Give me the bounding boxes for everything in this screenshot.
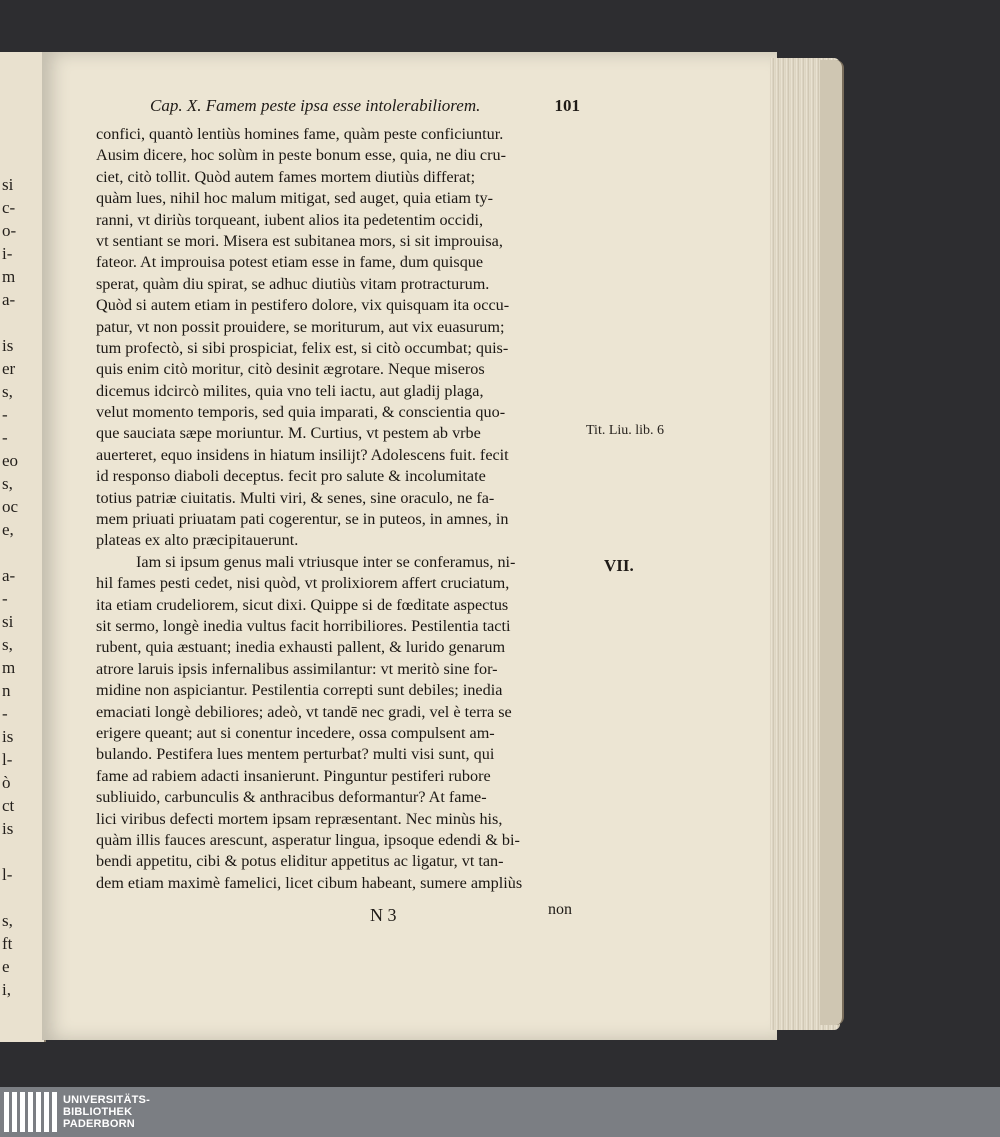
left-fragment: - (2, 589, 8, 608)
library-name-line3: PADERBORN (63, 1118, 135, 1130)
text-line: Iam si ipsum genus mali vtriusque inter se conferamus, ni- (136, 552, 516, 571)
text-line: tum profectò, si sibi prospiciat, felix est, si citò occumbat; quis- (96, 338, 509, 357)
catchword: non (548, 901, 572, 918)
library-name (63, 1094, 150, 1130)
text-line: fateor. At improuisa potest etiam esse in fame, dum quisque (96, 253, 484, 272)
left-fragment: a- (2, 290, 16, 309)
text-line: bulando. Pestifera lues mentem perturbat? multi visi sunt, qui (96, 745, 495, 764)
margin-note: Tit. Liu. lib. 6 (586, 423, 665, 438)
left-fragment: n (2, 681, 11, 700)
left-fragment: i, (2, 980, 11, 999)
left-fragment: oc (2, 497, 19, 516)
page-number: 101 (554, 96, 580, 115)
text-line: que sauciata sæpe moriuntur. M. Curtius, vt pestem ab vrbe (96, 424, 481, 443)
text-line: quàm lues, nihil hoc malum mitigat, sed auget, quia etiam ty- (96, 189, 493, 208)
text-line: ciet, citò tollit. Quòd autem fames mortem diutiùs differat; (96, 167, 476, 186)
text-line: fame ad rabiem adacti insanierunt. Pinguntur pestiferi rubore (96, 766, 491, 785)
section-number: VII. (604, 556, 634, 575)
text-line: dem etiam maximè famelici, licet cibum habeant, sumere ampliùs (96, 873, 523, 892)
left-fragment: i- (2, 244, 13, 263)
text-line: emaciati longè debiliores; adeò, vt tandē nec gradi, vel è terra se (96, 702, 512, 721)
text-line: Quòd si autem etiam in pestifero dolore, vix quisquam ita occu- (96, 296, 510, 315)
left-fragment: s, (2, 382, 13, 401)
text-line: ranni, vt diriùs torqueant, iubent alios ita pedetentim occidi, (96, 210, 484, 229)
left-page-edge (0, 52, 46, 1042)
library-footer (0, 1087, 1000, 1137)
text-line: subliuido, carbunculis & anthracibus deformantur? At fame- (96, 788, 487, 807)
body-text (96, 124, 582, 894)
text-line: plateas ex alto præcipitauerunt. (96, 531, 299, 550)
text-line: mem priuati priuatam pati cogerentur, se in puteos, in amnes, in (96, 510, 509, 529)
left-fragment: m (2, 267, 16, 286)
left-fragment: o- (2, 221, 17, 240)
left-fragment: - (2, 405, 8, 424)
text-line: patur, vt non possit prouidere, se moriturum, aut vix euasurum; (96, 317, 505, 336)
left-fragment: l- (2, 750, 13, 769)
left-fragment (2, 310, 16, 333)
text-line: bendi appetitu, cibi & potus eliditur appetitus ac ligatur, vt tan- (96, 852, 504, 871)
left-fragment: a- (2, 566, 16, 585)
text-line: vt sentiant se mori. Misera est subitanea mors, si sit improuisa, (96, 231, 503, 250)
signature-mark: N 3 (370, 905, 397, 925)
text-line: rubent, quia æstuant; inedia exhausti pallent, & lurido genarum (96, 638, 506, 657)
left-fragment (2, 839, 16, 862)
left-fragment: e, (2, 520, 14, 539)
left-fragment: l- (2, 865, 13, 884)
left-fragment: e (2, 957, 10, 976)
library-name-line2: BIBLIOTHEK (63, 1106, 133, 1118)
left-fragment: is (2, 819, 14, 838)
left-fragment: eo (2, 451, 19, 470)
left-fragment: ò (2, 773, 11, 792)
left-fragment: - (2, 704, 8, 723)
text-line: id responso diaboli deceptus. fecit pro salute & incolumitate (96, 467, 486, 486)
running-title: Cap. X. Famem peste ipsa esse intolerabiliorem. (150, 96, 481, 115)
text-line: midine non aspiciantur. Pestilentia correpti sunt debiles; inedia (96, 681, 503, 700)
logo-bars-icon (4, 1092, 57, 1132)
text-line: velut momento temporis, sed quia imparati, & conscientia quo- (96, 403, 506, 422)
left-fragment: s, (2, 635, 13, 654)
running-header (150, 96, 580, 116)
text-line: sperat, quàm diu spirat, se adhuc diutiùs vitam protracturum. (96, 274, 490, 293)
left-fragment: c- (2, 198, 16, 217)
left-fragment: si (2, 612, 14, 631)
text-line: dicemus idcircò milites, quia vno teli iactu, aut gladij plaga, (96, 381, 484, 400)
text-line: hil fames pesti cedet, nisi quòd, vt prolixiorem affert cruciatum, (96, 574, 510, 593)
library-name-line1: UNIVERSITÄTS- (63, 1094, 150, 1106)
left-fragment: is (2, 336, 14, 355)
book-cover-edge (820, 60, 844, 1025)
text-line: sit sermo, longè inedia vultus facit horribiliores. Pestilentia tacti (96, 616, 511, 635)
text-line: confici, quantò lentiùs homines fame, quàm peste conficiuntur. (96, 125, 504, 143)
text-line: auerteret, equo insidens in hiatum insilijt? Adolescens fuit. fecit (96, 445, 509, 464)
text-line: erigere queant; aut si conentur incedere, ossa compulsent am- (96, 723, 495, 742)
text-line: ita etiam crudeliorem, sicut dixi. Quippe si de fœditate aspectus (96, 595, 509, 614)
left-fragment (2, 540, 16, 563)
left-fragment (2, 885, 16, 908)
left-fragment: ft (2, 934, 13, 953)
left-fragment: m (2, 658, 16, 677)
text-line: quis enim citò moritur, citò desinit ægrotare. Neque miseros (96, 360, 485, 379)
text-line: atrore laruis ipsis infernalibus assimilantur: vt meritò sine for- (96, 659, 498, 678)
text-line: lici viribus defecti mortem ipsam repræsentant. Nec minùs his, (96, 809, 503, 828)
left-fragment: is (2, 727, 14, 746)
library-logo (4, 1092, 150, 1132)
text-line: quàm illis fauces arescunt, asperatur lingua, ipsoque edendi & bi- (96, 830, 520, 849)
left-fragment: er (2, 359, 16, 378)
left-fragment: s, (2, 911, 13, 930)
text-line: Ausim dicere, hoc solùm in peste bonum esse, quia, ne diu cru- (96, 146, 506, 165)
left-fragment: ct (2, 796, 15, 815)
left-fragment: si (2, 175, 14, 194)
left-page-fragments (0, 172, 19, 1002)
left-fragment: - (2, 428, 8, 447)
text-line: totius patriæ ciuitatis. Multi viri, & senes, sine oraculo, ne fa- (96, 488, 495, 507)
left-fragment: s, (2, 474, 13, 493)
